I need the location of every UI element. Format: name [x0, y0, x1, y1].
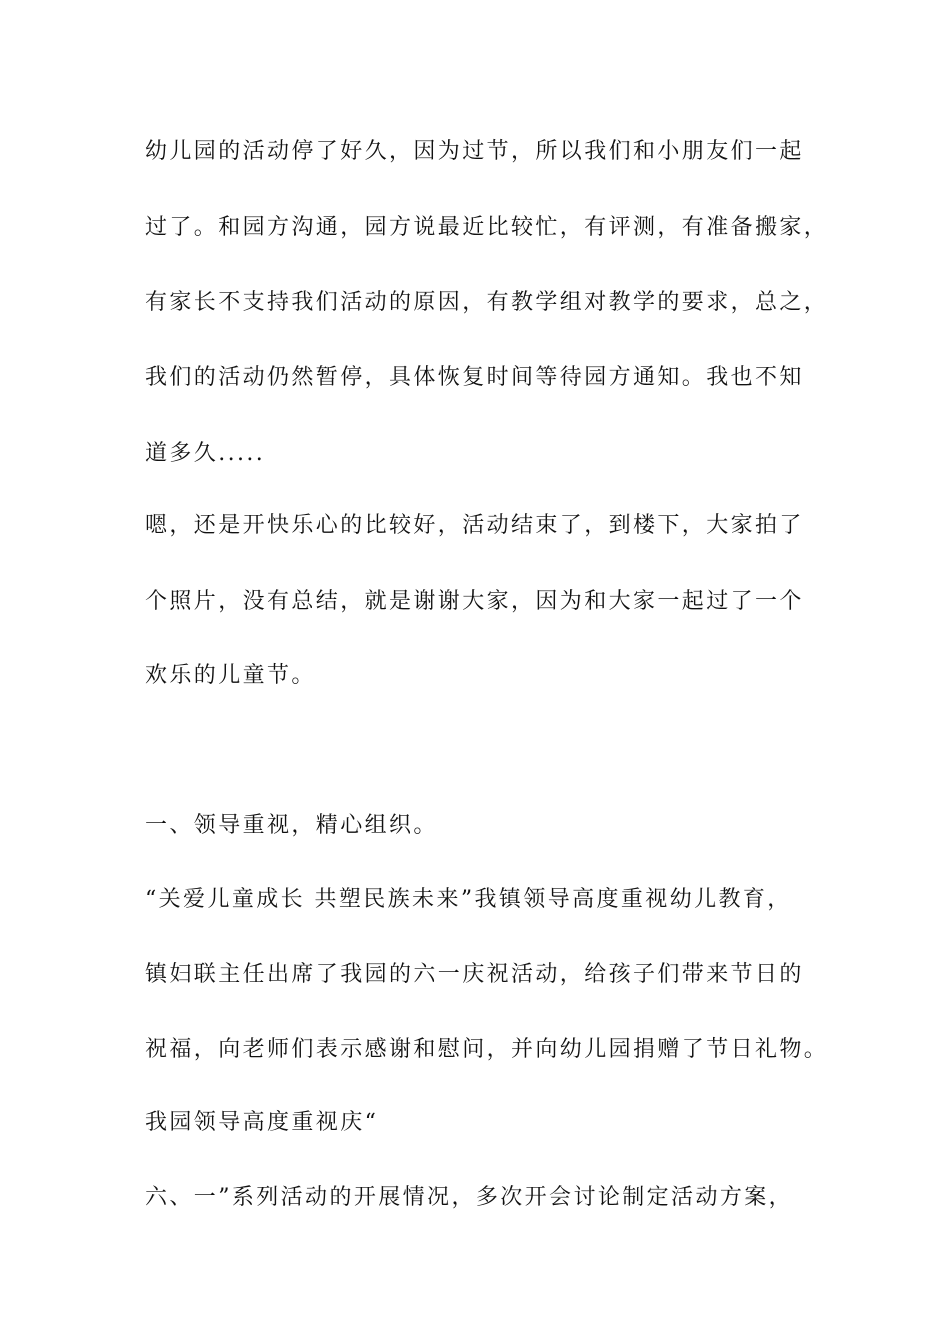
- text-line: 幼儿园的活动停了好久，因为过节，所以我们和小朋友们一起: [145, 139, 804, 164]
- text-line: “关爱儿童成长 共塑民族未来”我镇领导高度重视幼儿教育，: [145, 887, 792, 912]
- text-line: 过了。和园方沟通，园方说最近比较忙，有评测，有准备搬家，: [145, 215, 829, 240]
- text-line: 个照片，没有总结，就是谢谢大家，因为和大家一起过了一个: [145, 589, 804, 614]
- section-heading: 一、领导重视，精心组织。: [145, 813, 438, 838]
- text-line: 祝福，向老师们表示感谢和慰问，并向幼儿园捐赠了节日礼物。: [145, 1037, 829, 1062]
- text-line: 欢乐的儿童节。: [145, 663, 316, 688]
- text-line: 六、一”系列活动的开展情况，多次开会讨论制定活动方案，: [145, 1185, 794, 1210]
- text-line: 我园领导高度重视庆“: [145, 1110, 379, 1135]
- text-line: 我们的活动仍然暂停，具体恢复时间等待园方通知。我也不知: [145, 365, 804, 390]
- text-line: 有家长不支持我们活动的原因，有教学组对教学的要求，总之，: [145, 290, 829, 315]
- text-line: 道多久.....: [145, 441, 266, 466]
- text-line: 镇妇联主任出席了我园的六一庆祝活动，给孩子们带来节日的: [145, 962, 804, 987]
- text-line: 嗯，还是开快乐心的比较好，活动结束了，到楼下，大家拍了: [145, 513, 804, 538]
